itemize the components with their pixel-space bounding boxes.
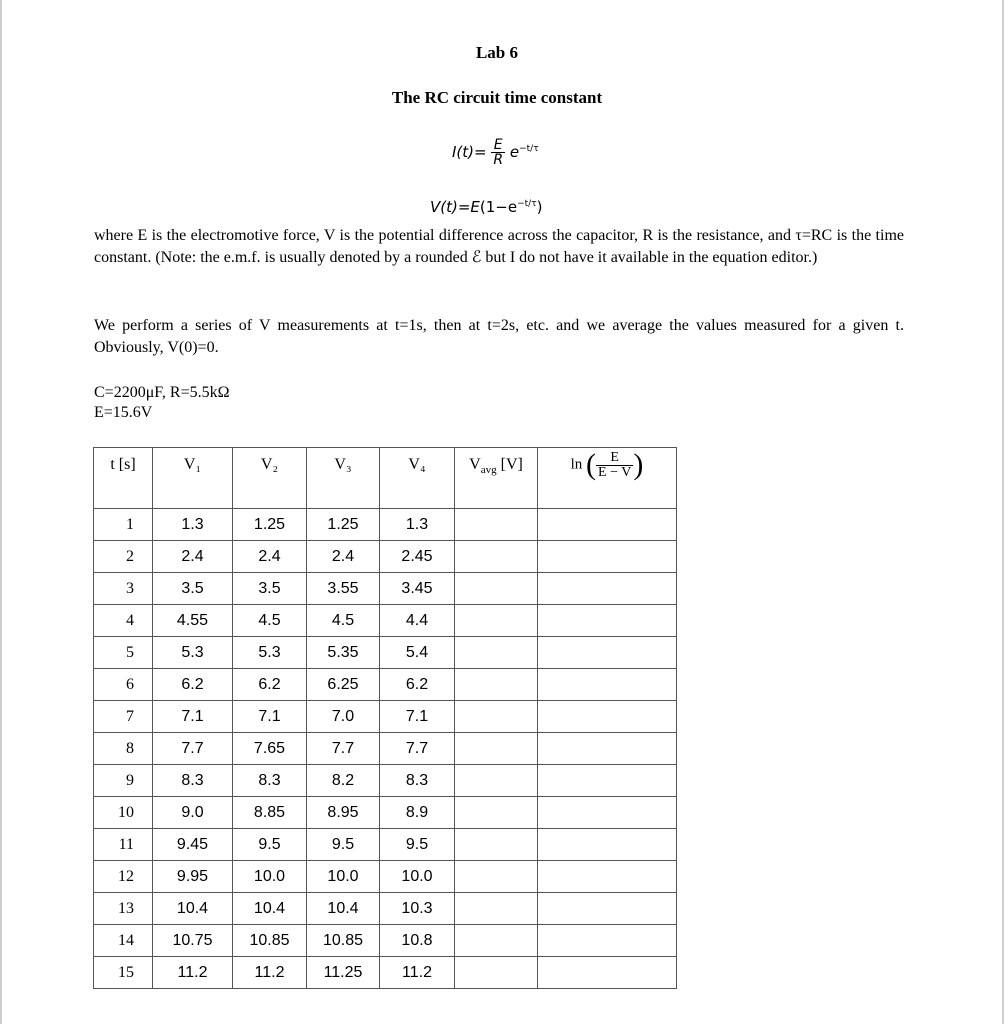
table-row bbox=[94, 509, 677, 541]
cell-vavg bbox=[455, 765, 538, 797]
table-row bbox=[94, 733, 677, 765]
cell-v2: 8.85 bbox=[233, 797, 307, 829]
cell-v4: 7.1 bbox=[380, 701, 455, 733]
table-row bbox=[94, 957, 677, 989]
cell-v2: 10.4 bbox=[233, 893, 307, 925]
table-row bbox=[94, 829, 677, 861]
cell-vavg bbox=[455, 541, 538, 573]
cell-vavg bbox=[455, 797, 538, 829]
cell-v3: 10.0 bbox=[307, 861, 380, 893]
cell-ln bbox=[538, 509, 677, 541]
header-v3: V₃ bbox=[307, 448, 380, 509]
cell-t: 1 bbox=[94, 509, 153, 541]
cell-v4: 8.3 bbox=[380, 765, 455, 797]
current-exp-base: e bbox=[509, 143, 520, 161]
cell-v1: 11.2 bbox=[153, 957, 233, 989]
cell-vavg bbox=[455, 925, 538, 957]
ln-fraction bbox=[596, 451, 633, 480]
cell-t: 4 bbox=[94, 605, 153, 637]
cell-vavg bbox=[455, 605, 538, 637]
cell-v2: 1.25 bbox=[233, 509, 307, 541]
ln-numerator: E bbox=[596, 451, 633, 466]
cell-v3: 5.35 bbox=[307, 637, 380, 669]
cell-v1: 9.0 bbox=[153, 797, 233, 829]
cell-v2: 7.1 bbox=[233, 701, 307, 733]
cell-ln bbox=[538, 925, 677, 957]
page-edge-left bbox=[0, 0, 2, 1024]
cell-t: 15 bbox=[94, 957, 153, 989]
header-ln bbox=[538, 448, 677, 509]
cell-ln bbox=[538, 957, 677, 989]
cell-v3: 9.5 bbox=[307, 829, 380, 861]
table-row bbox=[94, 797, 677, 829]
cell-t: 9 bbox=[94, 765, 153, 797]
table-row bbox=[94, 765, 677, 797]
voltage-close: ) bbox=[536, 198, 543, 216]
cell-v4: 7.7 bbox=[380, 733, 455, 765]
cell-v3: 2.4 bbox=[307, 541, 380, 573]
cell-ln bbox=[538, 637, 677, 669]
voltage-equation bbox=[430, 198, 543, 216]
cell-v1: 5.3 bbox=[153, 637, 233, 669]
cell-ln bbox=[538, 861, 677, 893]
cell-vavg bbox=[455, 861, 538, 893]
cell-v3: 10.85 bbox=[307, 925, 380, 957]
cell-vavg bbox=[455, 893, 538, 925]
table-row bbox=[94, 637, 677, 669]
cell-v2: 6.2 bbox=[233, 669, 307, 701]
table-row bbox=[94, 573, 677, 605]
cell-v4: 11.2 bbox=[380, 957, 455, 989]
cell-t: 7 bbox=[94, 701, 153, 733]
cell-t: 5 bbox=[94, 637, 153, 669]
cell-v2: 3.5 bbox=[233, 573, 307, 605]
lab-number: Lab 6 bbox=[475, 43, 519, 62]
cell-v3: 8.95 bbox=[307, 797, 380, 829]
circuit-parameters bbox=[94, 383, 229, 423]
cell-vavg bbox=[455, 573, 538, 605]
cell-ln bbox=[538, 893, 677, 925]
cell-v3: 4.5 bbox=[307, 605, 380, 637]
cell-t: 11 bbox=[94, 829, 153, 861]
current-lhs: I(t)= bbox=[452, 143, 487, 161]
cell-ln bbox=[538, 541, 677, 573]
cell-t: 3 bbox=[94, 573, 153, 605]
cell-v1: 7.1 bbox=[153, 701, 233, 733]
cell-v3: 8.2 bbox=[307, 765, 380, 797]
table-row bbox=[94, 669, 677, 701]
procedure-paragraph: We perform a series of V measurements at t=1s, then at t=2s, etc. and we average the values measured for a given t. Obviously, V(0)=0. bbox=[94, 317, 904, 356]
header-vavg bbox=[455, 448, 538, 509]
parameters-line-2: E=15.6V bbox=[94, 404, 153, 421]
cell-v4: 10.0 bbox=[380, 861, 455, 893]
cell-v3: 10.4 bbox=[307, 893, 380, 925]
cell-v1: 1.3 bbox=[153, 509, 233, 541]
cell-v2: 9.5 bbox=[233, 829, 307, 861]
parameters-line-1: C=2200μF, R=5.5kΩ bbox=[94, 384, 230, 401]
cell-t: 14 bbox=[94, 925, 153, 957]
voltage-lhs: V(t)=E bbox=[430, 198, 480, 216]
header-vavg-unit: [V] bbox=[496, 456, 523, 473]
cell-ln bbox=[538, 797, 677, 829]
cell-t: 10 bbox=[94, 797, 153, 829]
header-v4: V₄ bbox=[380, 448, 455, 509]
cell-v4: 10.3 bbox=[380, 893, 455, 925]
header-vavg-v: V bbox=[469, 456, 481, 473]
cell-v4: 9.5 bbox=[380, 829, 455, 861]
current-fraction bbox=[491, 138, 505, 167]
cell-v2: 8.3 bbox=[233, 765, 307, 797]
header-v2: V₂ bbox=[233, 448, 307, 509]
cell-v2: 5.3 bbox=[233, 637, 307, 669]
cell-v1: 9.45 bbox=[153, 829, 233, 861]
cell-ln bbox=[538, 605, 677, 637]
cell-v1: 6.2 bbox=[153, 669, 233, 701]
cell-v1: 7.7 bbox=[153, 733, 233, 765]
cell-vavg bbox=[455, 637, 538, 669]
cell-v1: 2.4 bbox=[153, 541, 233, 573]
current-equation bbox=[452, 138, 539, 167]
cell-v4: 5.4 bbox=[380, 637, 455, 669]
current-exponent: −t/τ bbox=[519, 144, 539, 154]
definitions-paragraph: where E is the electromotive force, V is the potential difference across the capacitor, R is the resistance, and τ=RC is the time constant. (Note: the e.m.f. is usually denoted by a rounded ℰ but I do not have it available in the equation editor.) bbox=[94, 227, 904, 266]
cell-ln bbox=[538, 765, 677, 797]
header-v1: V₁ bbox=[153, 448, 233, 509]
ln-denominator: E − V bbox=[598, 464, 632, 480]
current-numerator: E bbox=[491, 138, 505, 153]
header-vavg-sub: avg bbox=[480, 464, 497, 477]
cell-v2: 2.4 bbox=[233, 541, 307, 573]
cell-v1: 9.95 bbox=[153, 861, 233, 893]
table-row bbox=[94, 861, 677, 893]
current-denominator: R bbox=[493, 152, 504, 168]
cell-ln bbox=[538, 669, 677, 701]
cell-vavg bbox=[455, 957, 538, 989]
ln-function: ln bbox=[570, 456, 583, 473]
cell-t: 8 bbox=[94, 733, 153, 765]
cell-v2: 11.2 bbox=[233, 957, 307, 989]
cell-v1: 3.5 bbox=[153, 573, 233, 605]
cell-vavg bbox=[455, 509, 538, 541]
cell-vavg bbox=[455, 733, 538, 765]
table-header-row bbox=[94, 448, 677, 509]
page-title: The RC circuit time constant bbox=[391, 88, 603, 107]
ln-expression: ln ( $\frac{E}{E - V}$ ) bbox=[570, 448, 644, 481]
cell-t: 13 bbox=[94, 893, 153, 925]
header-t: t [s] bbox=[94, 448, 153, 509]
cell-v2: 4.5 bbox=[233, 605, 307, 637]
cell-t: 2 bbox=[94, 541, 153, 573]
table-row bbox=[94, 925, 677, 957]
cell-v3: 7.7 bbox=[307, 733, 380, 765]
cell-v4: 8.9 bbox=[380, 797, 455, 829]
cell-v4: 1.3 bbox=[380, 509, 455, 541]
table-body bbox=[94, 509, 677, 989]
cell-t: 12 bbox=[94, 861, 153, 893]
cell-vavg bbox=[455, 701, 538, 733]
cell-v3: 3.55 bbox=[307, 573, 380, 605]
cell-v2: 7.65 bbox=[233, 733, 307, 765]
cell-v3: 11.25 bbox=[307, 957, 380, 989]
table-row bbox=[94, 893, 677, 925]
cell-v4: 6.2 bbox=[380, 669, 455, 701]
cell-ln bbox=[538, 573, 677, 605]
cell-v4: 2.45 bbox=[380, 541, 455, 573]
measurement-table bbox=[93, 447, 677, 989]
cell-v3: 7.0 bbox=[307, 701, 380, 733]
cell-ln bbox=[538, 829, 677, 861]
cell-v1: 10.4 bbox=[153, 893, 233, 925]
cell-v3: 6.25 bbox=[307, 669, 380, 701]
table-row bbox=[94, 541, 677, 573]
cell-v3: 1.25 bbox=[307, 509, 380, 541]
cell-ln bbox=[538, 701, 677, 733]
cell-v1: 10.75 bbox=[153, 925, 233, 957]
table-row bbox=[94, 701, 677, 733]
cell-vavg bbox=[455, 669, 538, 701]
cell-t: 6 bbox=[94, 669, 153, 701]
cell-v4: 3.45 bbox=[380, 573, 455, 605]
cell-v4: 10.8 bbox=[380, 925, 455, 957]
table-row bbox=[94, 605, 677, 637]
cell-v2: 10.85 bbox=[233, 925, 307, 957]
cell-v4: 4.4 bbox=[380, 605, 455, 637]
voltage-exponent: −t/τ bbox=[517, 199, 537, 209]
voltage-body: (1−e bbox=[479, 198, 518, 216]
cell-ln bbox=[538, 733, 677, 765]
cell-v1: 4.55 bbox=[153, 605, 233, 637]
cell-vavg bbox=[455, 829, 538, 861]
cell-v2: 10.0 bbox=[233, 861, 307, 893]
cell-v1: 8.3 bbox=[153, 765, 233, 797]
